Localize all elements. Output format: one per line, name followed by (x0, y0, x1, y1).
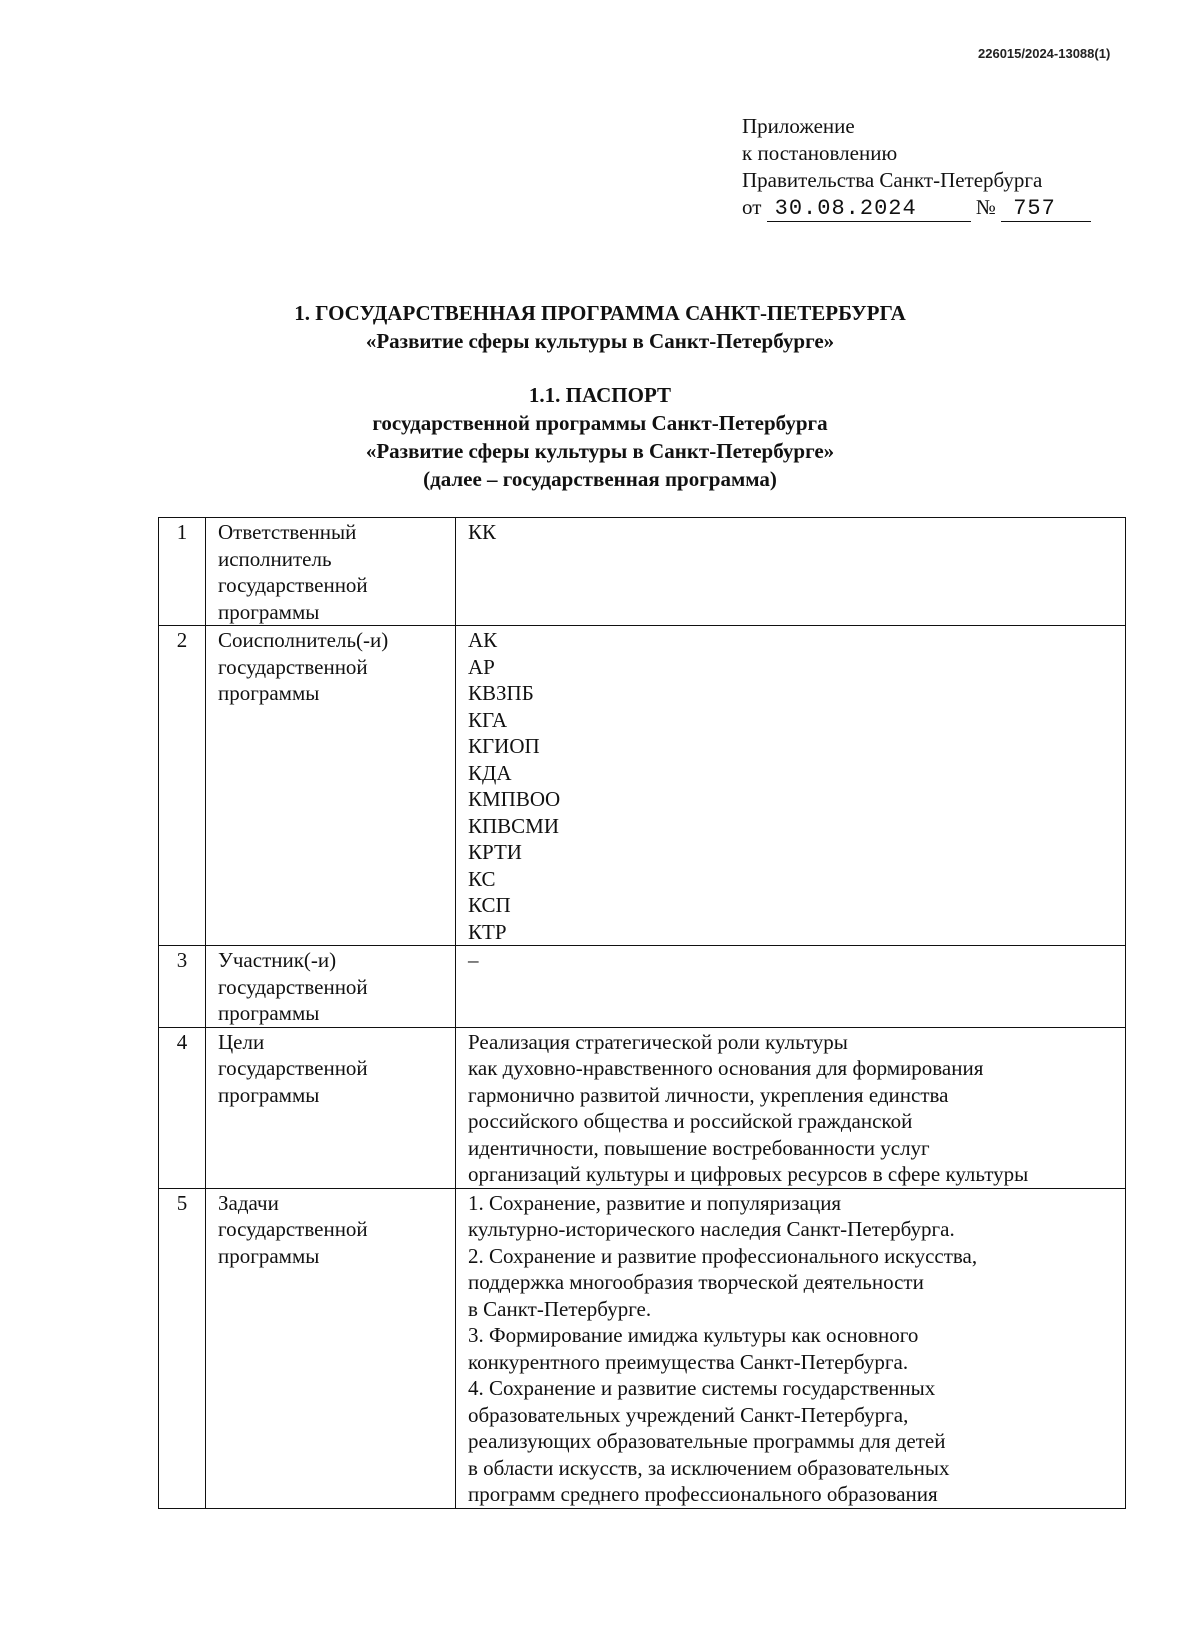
document-registration-number: 226015/2024-13088(1) (978, 46, 1111, 61)
passport-title-line: 1.1. ПАСПОРТ (528, 383, 672, 407)
row-value-line: в области искусств, за исключением образовательных (468, 1455, 950, 1480)
row-label-line: Цели (218, 1029, 265, 1054)
row-value-line: КТР (468, 919, 507, 944)
row-value-line: поддержка многообразия творческой деятельности (468, 1270, 924, 1294)
row-number: 4 (159, 1027, 206, 1188)
row-value-line: КДА (468, 760, 512, 785)
row-value-line: – (468, 948, 479, 972)
row-value-line: реализующих образовательные программы для детей (468, 1429, 946, 1453)
row-value-line: в Санкт-Петербурге. (468, 1296, 652, 1321)
row-value-line: АР (468, 654, 495, 679)
program-title (150, 299, 1050, 355)
row-value-line: программ среднего профессионального образования (468, 1482, 938, 1506)
row-label (206, 1027, 456, 1188)
row-value (456, 626, 1126, 946)
row-label-line: Задачи (218, 1190, 279, 1215)
row-value (456, 946, 1126, 1028)
row-value-line: КПВСМИ (468, 813, 560, 838)
row-label-line: государственной (218, 1217, 368, 1241)
row-label-line: программы (218, 1001, 320, 1025)
program-title-line: 1. ГОСУДАРСТВЕННАЯ ПРОГРАММА САНКТ-ПЕТЕРБУРГА (294, 301, 906, 325)
row-label-line: программы (218, 599, 320, 624)
resolution-date: 30.08.2024 (767, 197, 971, 222)
row-label (206, 1188, 456, 1508)
row-number: 2 (159, 626, 206, 946)
row-value (456, 1188, 1126, 1508)
row-label-line: Соисполнитель(-и) (218, 628, 389, 652)
row-value-line: 4. Сохранение и развитие системы государственных (468, 1376, 936, 1400)
row-value-line: организаций культуры и цифровых ресурсов в сфере культуры (468, 1162, 1029, 1186)
row-value-line: КСП (468, 893, 511, 917)
appendix-line: Правительства Санкт-Петербурга (742, 168, 1043, 192)
row-value-line: КВЗПБ (468, 681, 534, 705)
table-row (159, 518, 1126, 626)
row-value-line: конкурентного преимущества Санкт-Петербурга. (468, 1349, 909, 1374)
row-value-line: КС (468, 866, 496, 891)
row-value-line: 3. Формирование имиджа культуры как основного (468, 1323, 919, 1347)
appendix-block (742, 113, 1091, 222)
row-label-line: программы (218, 681, 320, 705)
row-number: 1 (159, 518, 206, 626)
row-label (206, 626, 456, 946)
row-value-line: 2. Сохранение и развитие профессионального искусства, (468, 1243, 978, 1268)
row-number: 5 (159, 1188, 206, 1508)
passport-title (150, 381, 1050, 493)
row-value (456, 1027, 1126, 1188)
row-value-line: культурно-исторического наследия Санкт-Петербурга. (468, 1217, 955, 1241)
program-title-line: «Развитие сферы культуры в Санкт-Петербурге» (365, 329, 835, 353)
row-label-line: Ответственный (218, 520, 357, 544)
row-value-line: гармонично развитой личности, укрепления единства (468, 1082, 949, 1107)
row-label (206, 518, 456, 626)
passport-table (158, 517, 1126, 1509)
table-row (159, 946, 1126, 1028)
row-value-line: КГИОП (468, 734, 540, 758)
row-value-line: КГА (468, 707, 508, 732)
table-row (159, 626, 1126, 946)
row-label-line: программы (218, 1082, 320, 1107)
table-row (159, 1188, 1126, 1508)
appendix-date-line (742, 194, 1091, 222)
date-prefix: от (742, 195, 762, 219)
row-number: 3 (159, 946, 206, 1028)
row-value-line: как духовно-нравственного основания для формирования (468, 1056, 984, 1080)
row-value-line: идентичности, повышение востребованности услуг (468, 1135, 930, 1160)
row-value-line: КМПВОО (468, 787, 561, 811)
row-label-line: Участник(-и) (218, 948, 337, 972)
passport-title-line: государственной программы Санкт-Петербурга (372, 411, 828, 435)
passport-title-line: «Развитие сферы культуры в Санкт-Петербурге» (365, 439, 835, 463)
number-sign: № (975, 195, 996, 219)
row-value-line: АК (468, 628, 498, 652)
appendix-line: Приложение (742, 114, 855, 138)
row-label-line: программы (218, 1243, 320, 1268)
row-value-line: Реализация стратегической роли культуры (468, 1029, 848, 1054)
row-label-line: государственной (218, 974, 368, 999)
resolution-number: 757 (1001, 197, 1091, 222)
row-label-line: государственной (218, 654, 368, 679)
row-value-line: 1. Сохранение, развитие и популяризация (468, 1190, 842, 1215)
passport-title-line: (далее – государственная программа) (423, 467, 777, 491)
row-label-line: государственной (218, 573, 368, 597)
appendix-line: к постановлению (742, 141, 898, 165)
row-value-line: КК (468, 520, 497, 544)
row-value (456, 518, 1126, 626)
row-value-line: образовательных учреждений Санкт-Петербурга, (468, 1402, 909, 1427)
row-label (206, 946, 456, 1028)
row-label-line: государственной (218, 1056, 368, 1080)
row-value-line: российского общества и российской гражданской (468, 1109, 913, 1133)
row-label-line: исполнитель (218, 546, 332, 571)
table-row (159, 1027, 1126, 1188)
row-value-line: КРТИ (468, 840, 522, 864)
